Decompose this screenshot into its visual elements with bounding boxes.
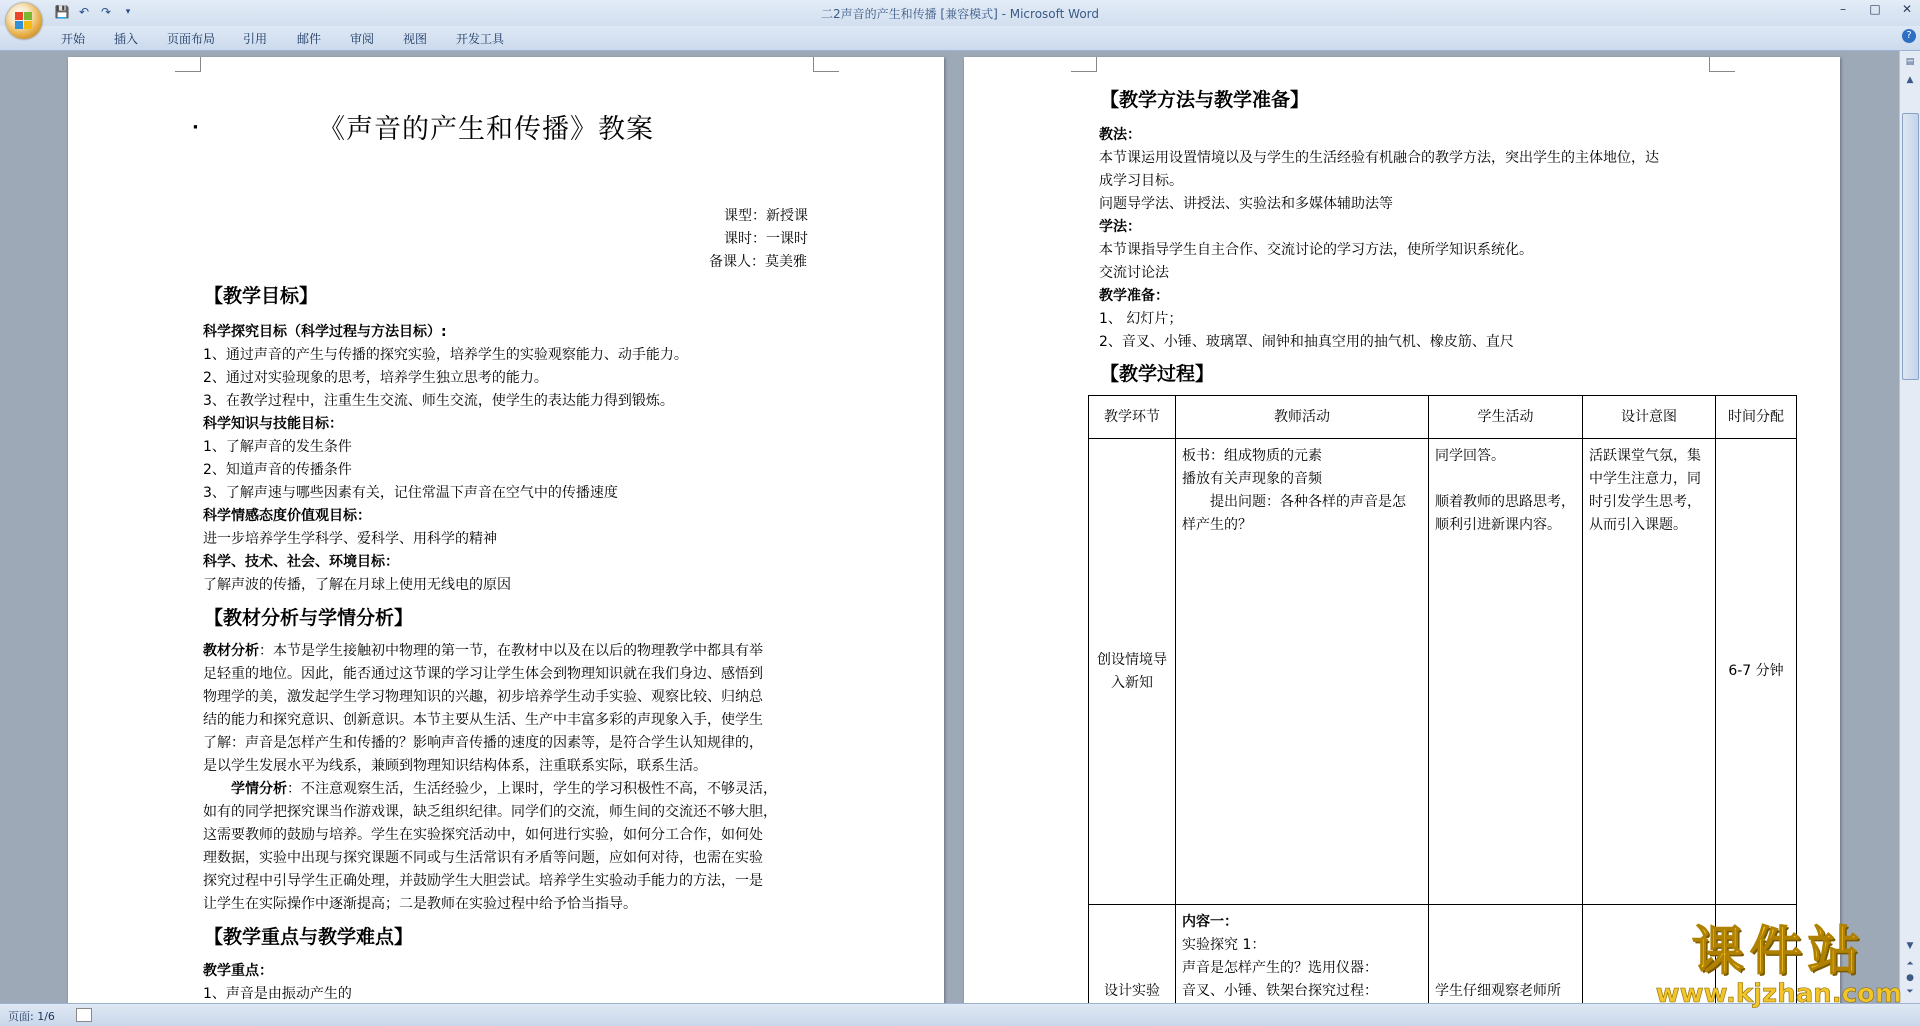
- redo-icon[interactable]: ↷: [100, 5, 112, 19]
- paragraph-line[interactable]: 交流讨论法: [1099, 265, 1169, 281]
- sci-inquiry-label[interactable]: 科学探究目标（科学过程与方法目标）:: [203, 324, 447, 340]
- scroll-thumb[interactable]: [1902, 113, 1919, 380]
- attitude-text[interactable]: 进一步培养学生学科学、爱科学、用科学的精神: [203, 531, 497, 547]
- sts-text[interactable]: 了解声波的传播，了解在月球上使用无线电的原因: [203, 577, 511, 593]
- list-item[interactable]: 2、通过对实验现象的思考，培养学生独立思考的能力。: [203, 370, 548, 386]
- paragraph-line[interactable]: 成学习目标。: [1099, 173, 1183, 189]
- crop-mark: [175, 57, 201, 72]
- list-item[interactable]: 2、音叉、小锤、玻璃罩、闹钟和抽真空用的抽气机、橡皮筋、直尺: [1099, 334, 1514, 350]
- list-item[interactable]: 2、知道声音的传播条件: [203, 462, 352, 478]
- list-item[interactable]: 3、了解声速与哪些因素有关，记住常温下声音在空气中的传播速度: [203, 485, 618, 501]
- list-item[interactable]: 1、通过声音的产生与传播的探究实验，培养学生的实验观察能力、动手能力。: [203, 347, 688, 363]
- page-indicator[interactable]: 页面: 1/6: [8, 1010, 55, 1023]
- table-cell-time[interactable]: 6-7 分钟: [1716, 439, 1797, 905]
- tab-view[interactable]: 视图: [403, 32, 428, 46]
- table-header-cell[interactable]: 教学环节: [1089, 396, 1176, 439]
- list-item[interactable]: 1、了解声音的发生条件: [203, 439, 352, 455]
- next-page-icon[interactable]: ⏷: [1906, 987, 1914, 997]
- table-cell-stage[interactable]: 设计实验: [1089, 905, 1176, 1004]
- previous-page-icon[interactable]: ⏶: [1906, 959, 1914, 969]
- table-cell-student[interactable]: 同学回答。 顺着教师的思路思考， 顺利引进新课内容。: [1429, 439, 1583, 905]
- key-label[interactable]: 教学重点：: [203, 963, 273, 979]
- learner-analysis[interactable]: 学情分析：不注意观察生活，生活经验少，上课时，学生的学习积极性不高，不够灵活， 如有的同学把探究课当作游戏课，缺乏组织纪律。同学们的交流，师生间的交流还不够大胆， 这需要教师的鼓励与培养。学生在实验探究活动中，如何进行实验，如何分工合作，如何处 理数据，实验中出现与探究课题不同或与生活常识有矛盾等问题，应如何对待，也需在实验 探究过程中引导学生正确处理，并鼓励学生大胆尝试。培养学生实验动手能力的方法，一是 让学生在实际操作中逐渐提高；二是教师在实验过程中给予恰当指导。: [203, 781, 777, 912]
- undo-icon[interactable]: ↶: [78, 5, 90, 19]
- tab-references[interactable]: 引用: [243, 32, 268, 46]
- teach-label[interactable]: 教法：: [1099, 127, 1141, 143]
- window-title: 二2声音的产生和传播 [兼容模式] - Microsoft Word: [820, 7, 1100, 21]
- learn-label[interactable]: 学法：: [1099, 219, 1141, 235]
- vertical-scrollbar[interactable]: [1899, 51, 1920, 1003]
- scroll-up-icon[interactable]: ▲: [1906, 75, 1914, 85]
- table-cell-stage[interactable]: 创设情境导入新知: [1089, 439, 1176, 905]
- table-header-cell[interactable]: 教师活动: [1176, 396, 1429, 439]
- ruler-toggle-icon[interactable]: ▤: [1905, 57, 1915, 67]
- status-bar: [0, 1003, 1920, 1026]
- watermark-logo: [1656, 924, 1902, 1008]
- tab-mailings[interactable]: 邮件: [297, 32, 322, 46]
- paragraph-line[interactable]: 问题导学法、讲授法、实验法和多媒体辅助法等: [1099, 196, 1393, 212]
- meta-line[interactable]: 备课人：莫美雅: [709, 254, 807, 270]
- list-item[interactable]: 3、在教学过程中，注重生生交流、师生交流，使学生的表达能力得到锻炼。: [203, 393, 674, 409]
- save-icon[interactable]: 💾: [54, 5, 70, 19]
- ribbon-tabs: [0, 26, 1920, 51]
- meta-line[interactable]: 课型：新授课: [724, 208, 808, 224]
- minimize-icon[interactable]: –: [1840, 2, 1846, 16]
- tab-insert[interactable]: 插入: [114, 32, 139, 46]
- knowledge-label[interactable]: 科学知识与技能目标：: [203, 416, 343, 432]
- table-header-row: [1089, 396, 1797, 439]
- watermark-url: www.kjzhan.com: [1655, 979, 1902, 1009]
- select-browse-object-icon[interactable]: ●: [1906, 973, 1914, 983]
- table-row: [1089, 439, 1797, 905]
- crop-mark: [1709, 57, 1735, 72]
- tab-review[interactable]: 审阅: [350, 32, 375, 46]
- office-logo-icon: [15, 12, 33, 30]
- help-icon[interactable]: ?: [1902, 29, 1916, 43]
- watermark-text: 课件站: [1691, 922, 1866, 982]
- table-header-cell[interactable]: 设计意图: [1583, 396, 1716, 439]
- page-title[interactable]: 《声音的产生和传播》教案: [318, 114, 654, 145]
- table-cell-student[interactable]: 学生仔细观察老师所: [1429, 905, 1583, 1004]
- maximize-icon[interactable]: □: [1869, 2, 1881, 16]
- list-item[interactable]: 1、 幻灯片；: [1099, 311, 1183, 327]
- heading-method[interactable]: 【教学方法与教学准备】: [1100, 89, 1310, 111]
- table-cell-teacher[interactable]: 内容一： 实验探究 1： 声音是怎样产生的？选用仪器： 音叉、小锤、铁架台探究过程：: [1176, 905, 1429, 1004]
- heading-key-points[interactable]: 【教学重点与教学难点】: [204, 926, 414, 948]
- heading-process[interactable]: 【教学过程】: [1100, 363, 1215, 385]
- title-bar: [0, 0, 1920, 26]
- paragraph-line[interactable]: 本节课指导学生自主合作、交流讨论的学习方法，使所学知识系统化。: [1099, 242, 1533, 258]
- material-analysis[interactable]: 教材分析：本节是学生接触初中物理的第一节，在教材中以及在以后的物理教学中都具有举 足轻重的地位。因此，能否通过这节课的学习让学生体会到物理知识就在我们身边、感悟到 物理学的美，激发起学生学习物理知识的兴趣，初步培养学生动手实验、观察比较、归纳总 结的能力和探究意识、创新意识。本节主要从生活、生产中丰富多彩的声现象入手，使学生 了解：声音是怎样产生和传播的？影响声音传播的速度的因素等，是符合学生认知规律的， 是以学生发展水平为线系，兼顾到物理知识结构体系，注重联系实际，联系生活。: [203, 643, 763, 774]
- window-controls: [1834, 2, 1916, 16]
- material-label: 教材分析: [203, 643, 259, 659]
- office-button[interactable]: [6, 3, 42, 39]
- scroll-down-icon[interactable]: ▼: [1906, 941, 1914, 951]
- process-table[interactable]: [1088, 395, 1797, 1003]
- tab-developer[interactable]: 开发工具: [456, 32, 505, 46]
- paragraph-line[interactable]: 本节课运用设置情境以及与学生的生活经验有机融合的教学方法，突出学生的主体地位，达: [1099, 150, 1659, 166]
- sts-label[interactable]: 科学、技术、社会、环境目标：: [203, 554, 399, 570]
- tab-page-layout[interactable]: 页面布局: [167, 32, 216, 46]
- heading-objectives[interactable]: 【教学目标】: [204, 285, 319, 307]
- document-page-2: [964, 57, 1840, 1003]
- table-cell-teacher[interactable]: 板书：组成物质的元素 播放有关声现象的音频 提出问题：各种各样的声音是怎 样产生的？: [1176, 439, 1429, 905]
- bullet-mark: ·: [192, 117, 199, 138]
- table-cell-intent[interactable]: 活跃课堂气氛，集 中学生注意力，同 时引发学生思考， 从而引入课题。: [1583, 439, 1716, 905]
- prep-label[interactable]: 教学准备：: [1099, 288, 1169, 304]
- table-header-cell[interactable]: 学生活动: [1429, 396, 1583, 439]
- attitude-label[interactable]: 科学情感态度价值观目标：: [203, 508, 371, 524]
- crop-mark: [813, 57, 839, 72]
- document-workspace: [0, 51, 1900, 1003]
- customize-qat-icon[interactable]: ▾: [125, 7, 131, 17]
- table-header-cell[interactable]: 时间分配: [1716, 396, 1797, 439]
- close-icon[interactable]: ✕: [1901, 2, 1913, 16]
- meta-line[interactable]: 课时：一课时: [724, 231, 808, 247]
- tab-home[interactable]: 开始: [61, 32, 86, 46]
- heading-analysis[interactable]: 【教材分析与学情分析】: [204, 607, 414, 629]
- document-page-1: [68, 57, 944, 1003]
- crop-mark: [1071, 57, 1097, 72]
- proofing-icon[interactable]: [76, 1008, 92, 1022]
- list-item[interactable]: 1、声音是由振动产生的: [203, 986, 352, 1002]
- learner-label: 学情分析: [231, 781, 287, 797]
